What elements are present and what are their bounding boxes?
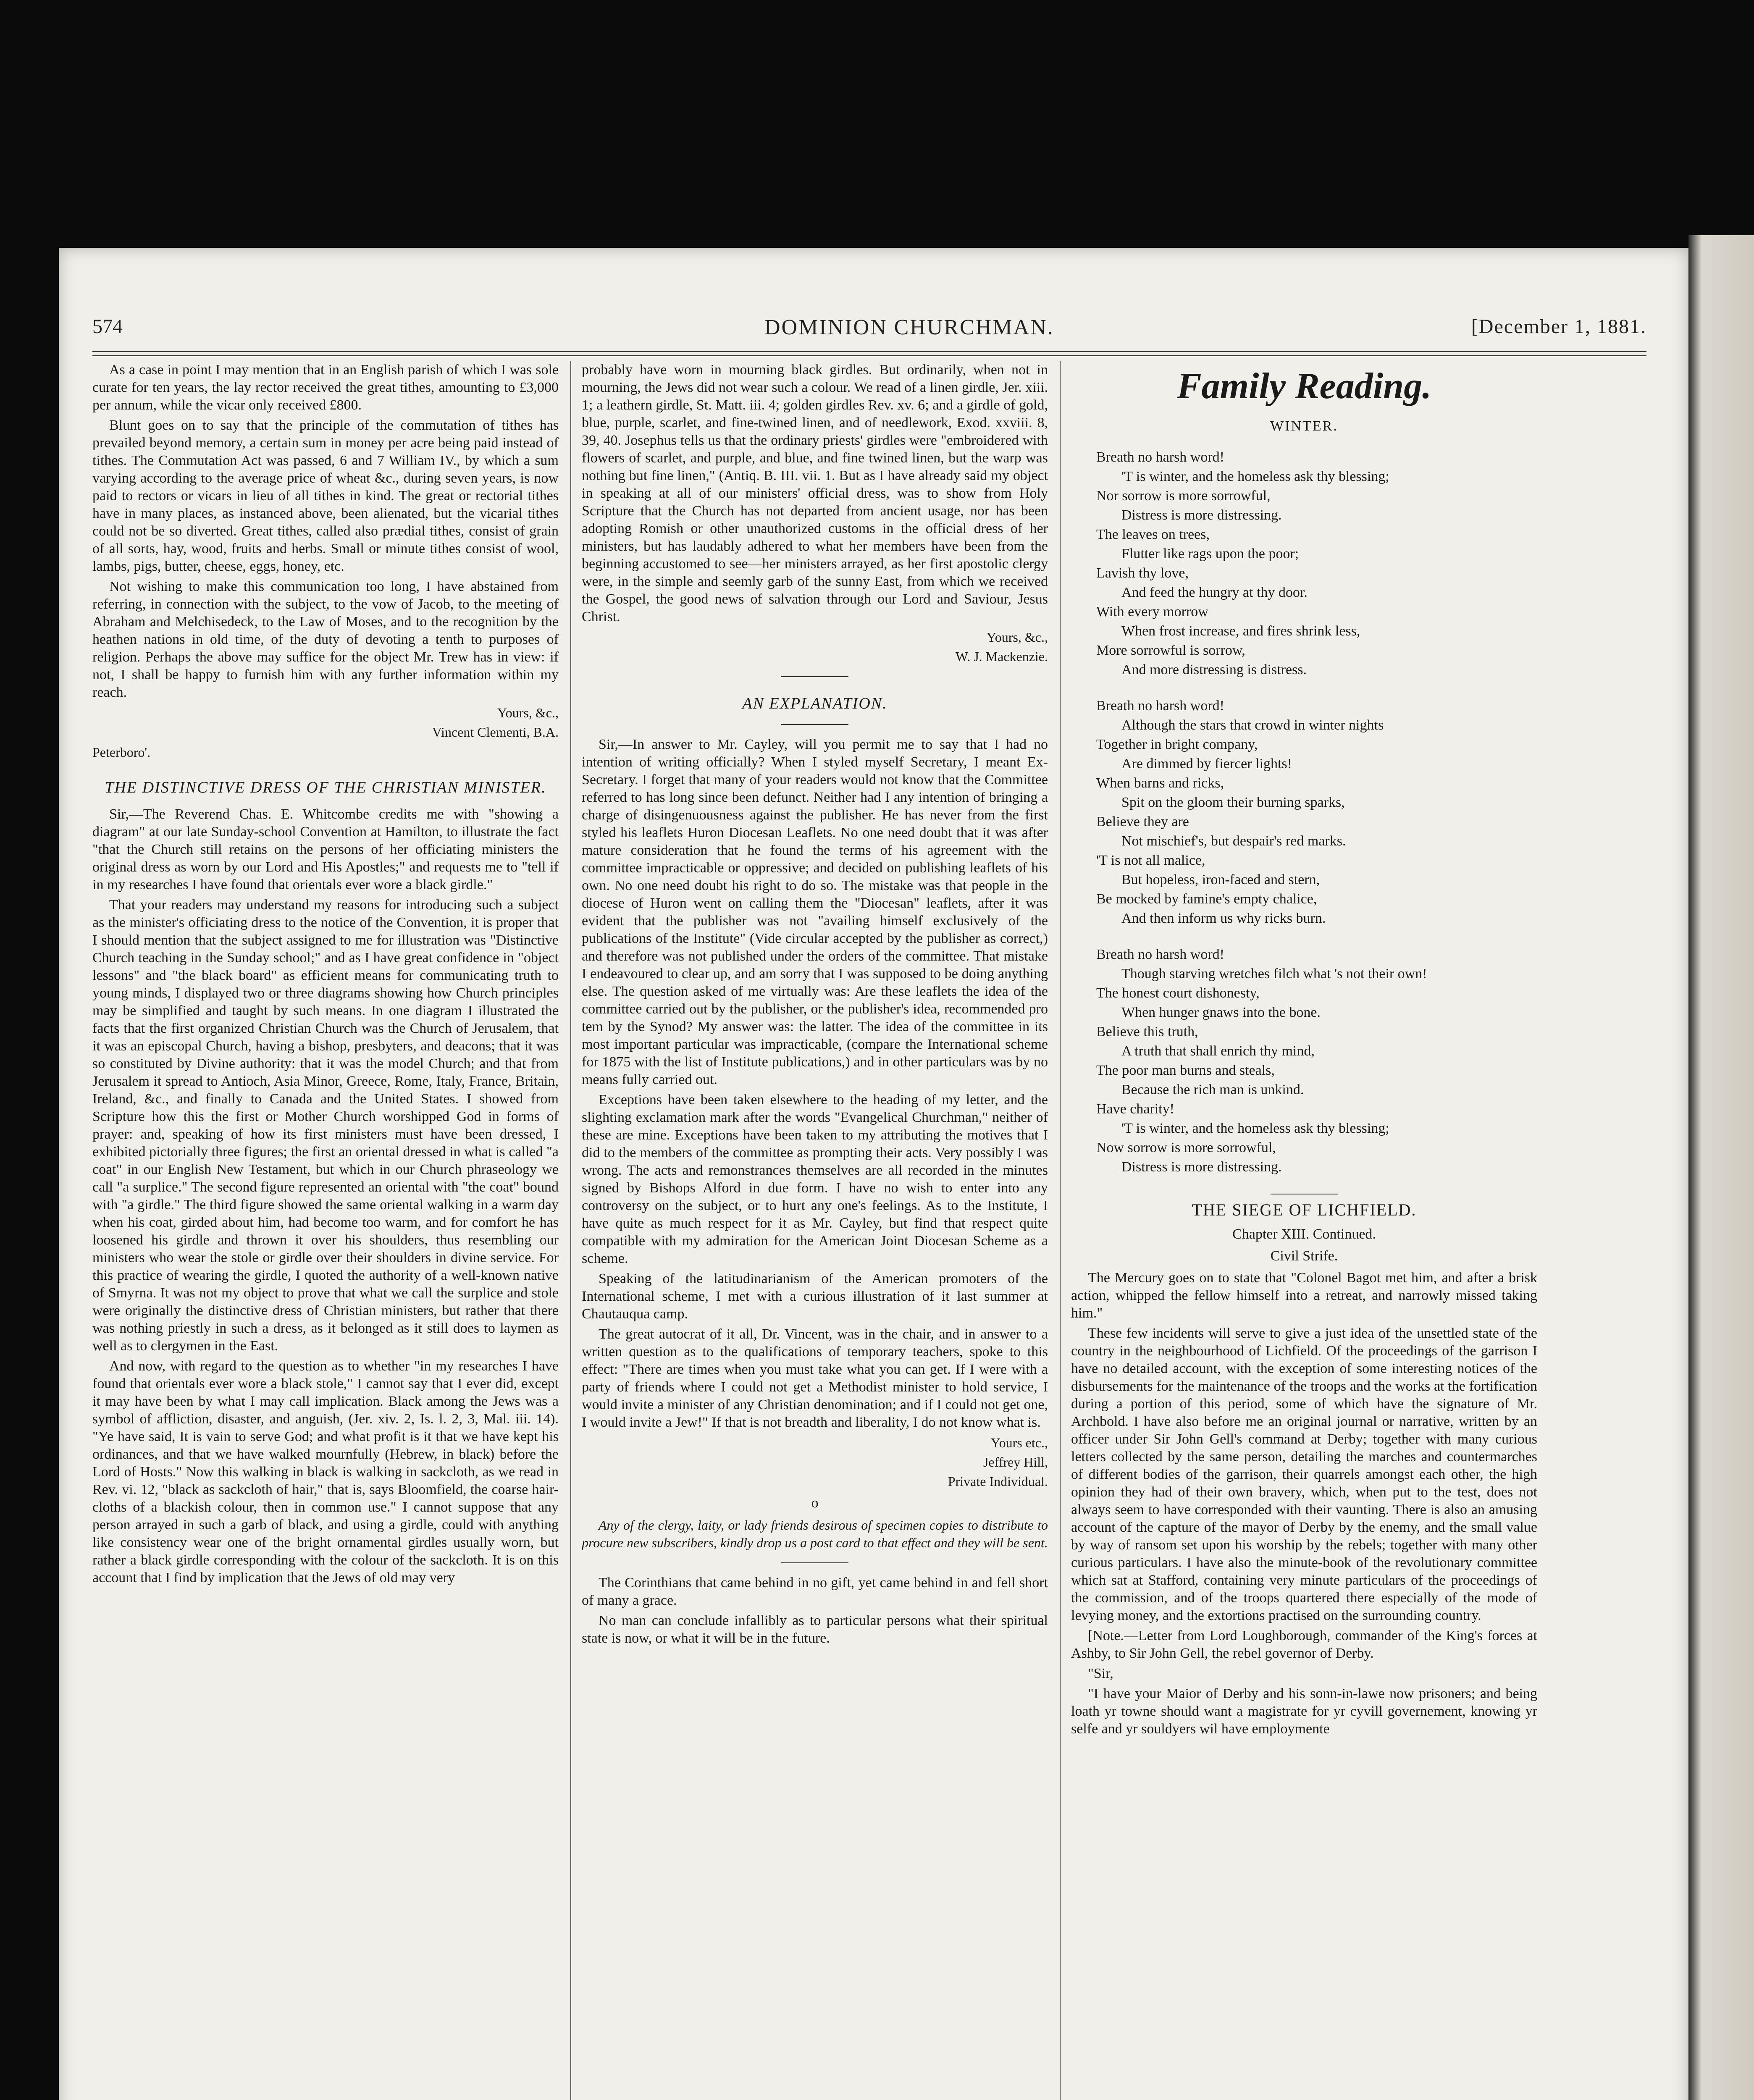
poem-line: Distress is more distressing. [1121, 1159, 1282, 1175]
letter-signature: Vincent Clementi, B.A. [432, 724, 559, 740]
poem-line: When hunger gnaws into the bone. [1121, 1005, 1321, 1020]
letter-closing: Yours etc., [990, 1435, 1048, 1450]
poem-line: The poor man burns and steals, [1096, 1063, 1275, 1078]
paragraph: [Note.—Letter from Lord Loughborough, commander of the King's forces at Ashby, to Sir John Gell, the rebel governor of Derby. [1071, 1628, 1537, 1661]
letter-signature: Private Individual. [948, 1474, 1048, 1489]
page-header [92, 311, 1646, 349]
letter-closing: Yours, &c., [497, 705, 559, 720]
poem-line: 'T is winter, and the homeless ask thy blessing; [1121, 1121, 1389, 1136]
poem-line: But hopeless, iron-faced and stern, [1121, 872, 1320, 887]
paragraph: The great autocrat of it all, Dr. Vincent, was in the chair, and in answer to a written question as to the qualifications of temporary teachers, spoke to this effect: "There are times when you must take what you can get. If I were with a party of friends where I could not get a Methodist minister to hold service, I would invite a minister of any Christian denomination; and if I could not get one, I would invite a Jew!" If that is not breadth and liberality, I do not know what is. [582, 1326, 1048, 1430]
poem-line: 'T is winter, and the homeless ask thy blessing; [1121, 469, 1389, 484]
poem-line: With every morrow [1096, 604, 1208, 620]
poem-line: When barns and ricks, [1096, 775, 1224, 791]
newspaper-page [59, 248, 1688, 2100]
paragraph: probably have worn in mourning black girdles. But ordinarily, when not in mourning, the Jews did not wear such a colour. We read of a linen girdle, Jer. xiii. 1; a leathern girdle, St. Matt. iii. 4; golden girdles Rev. xv. 6; and a girdle of gold, blue, purple, scarlet, and fine-twined linen, and of needlework, Exod. xxviii. 8, 39, 40. Josephus tells us that the ordinary priests' girdles were "embroidered with flowers of scarlet, and purple, and blue, and fine twined linen, but the warp was nothing but fine linen," (Antiq. B. III. vii. 1. But as I have already said my object in speaking at all of our ministers' official dress, was to show from Holy Scripture that the Church has not departed from ancient usage, nor has been adopting Romish or other unauthorized customs in the official dress of her ministers, but has laudably adhered to what her members have been from the beginning accustomed to see—her ministers arrayed, as her first apostolic clergy were, in the simple and seemly garb of the sunny East, from which we received the Gospel, the good news of salvation through our Lord and Saviour, Jesus Christ. [582, 362, 1048, 625]
article-title: THE DISTINCTIVE DRESS OF THE CHRISTIAN MINISTER. [105, 779, 546, 796]
poem-line: Lavish thy love, [1096, 565, 1189, 581]
poem-line: Believe this truth, [1096, 1024, 1198, 1040]
issue-date: [December 1, 1881. [1471, 315, 1646, 338]
column-divider [570, 361, 571, 2100]
poem-line: Flutter like rags upon the poor; [1121, 546, 1299, 562]
poem-line: Breath no harsh word! [1096, 449, 1224, 465]
poem-line: The honest court dishonesty, [1096, 985, 1260, 1001]
poem-stanza [1071, 448, 1537, 680]
article-title: AN EXPLANATION. [742, 695, 888, 712]
header-rule [92, 351, 1646, 356]
letter-closing: Yours, &c., [986, 630, 1048, 645]
column-1 [92, 361, 559, 2100]
poem-line: A truth that shall enrich thy mind, [1121, 1043, 1315, 1059]
paragraph: Blunt goes on to say that the principle of the commutation of tithes has prevailed beyond memory, a certain sum in money per acre being paid instead of tithes. The Commutation Act was passed, 6 and 7 William IV., by which a sum varying according to the average price of wheat &c., during seven years, is now paid to rectors or vicars in lieu of all tithes in kind. The great or rectorial tithes have in many places, as instanced above, been alienated, but the vicarial tithes could not be so diverted. Great tithes, called also prædial tithes, consist of grain of all sorts, hay, wood, fruits and herbs. Small or minute tithes consist of wool, lambs, pigs, butter, cheese, eggs, honey, etc. [92, 417, 559, 574]
poem-line: Distress is more distressing. [1121, 507, 1282, 523]
paragraph: And now, with regard to the question as to whether "in my researches I have found that orientals ever wore a black stole," I cannot say that I ever did, except it may have been by what I may call implication. Black among the Jews was a symbol of affliction, disaster, and anguish, (Jer. xiv. 2, Is. l. 2, 3, Mal. iii. 14). "Ye have said, It is vain to serve God; and what profit is it that we have kept his ordinances, and that we have walked mournfully (Hebrew, in black) before the Lord of Hosts." Now this walking in black is walking in sackcloth, as we read in Rev. vi. 12, "black as sackcloth of hair," that is, says Bloomfield, the coarse hair-cloths of a blackish colour, then in common use." I cannot suppose that any person arrayed in such a garb of black, and using a girdle, could with anything like consistency wear one of the bright ornamental girdles usually worn, but rather a black girdle corresponding with the colour of the sackcloth. It is on this account that I find by implication that the Jews of old may very [92, 1358, 559, 1586]
poem-line: Because the rich man is unkind. [1121, 1082, 1304, 1097]
divider-rule [781, 1562, 848, 1563]
poem-line: Though starving wretches filch what 's not their own! [1121, 966, 1427, 982]
column-2 [582, 361, 1048, 2100]
paragraph: The Mercury goes on to state that "Colonel Bagot met him, and after a brisk action, whipped the fellow himself into a retreat, and narrowly missed taking him." [1071, 1270, 1537, 1321]
paragraph: The Corinthians that came behind in no gift, yet came behind in and fell short of many a grace. [582, 1575, 1048, 1608]
paragraph: That your readers may understand my reasons for introducing such a subject as the minister's officiating dress to the notice of the Convention, it is proper that I should mention that the subject assigned to me for illustration was "Distinctive Church teaching in the Sunday school;" and as I have great confidence in "object lessons" and "the black board" as efficient means for communicating truth to young minds, I displayed two or three diagrams showing how Church principles may be simplified and taught by such means. In one diagram I illustrated the facts that the first organized Christian Church was the Church of Jerusalem, that it was an episcopal Church, having a bishop, presbyters, and deacons; that it was so constituted by Divine authority: that it was the model Church; and that from Jerusalem it spread to Antioch, Asia Minor, Greece, Rome, Italy, France, Britain, Ireland, &c., and finally to Canada and the United States. I showed from Scripture how this the first or Mother Church worshipped God in forms of prayer: and, speaking of how its first ministers must have been dressed, I exhibited pictorially three figures; the first an oriental dressed in what is called "a coat" in our English New Testament, but which in our Church phraseology we call "a surplice." The second figure represented an oriental with "the coat" bound with "a girdle." The third figure showed the same oriental walking in a warm day when his coat, girded about him, had become too warm, and for comfort he has loosened his girdle and thrown it over his shoulders, thus resembling our ministers who wear the stole or girdle over their shoulders in divine service. For this practice of wearing the girdle, I quoted the authority of a well-known native of Smyrna. It was not my object to prove that what we call the surplice and stole were originally the distinctive dress of Christian ministers, but rather that there was nothing priestly in such a dress, as it belonged as it still does to laymen as well as to clergymen in the East. [92, 897, 559, 1354]
column-divider [1060, 361, 1061, 2100]
paragraph: No man can conclude infallibly as to particular persons what their spiritual state is now, or what it will be in the future. [582, 1613, 1048, 1646]
paragraph: Sir,—The Reverend Chas. E. Whitcombe credits me with "showing a diagram" at our late Sunday-school Convention at Hamilton, to illustrate the fact "that the Church still retains on the persons of her officiating ministers the original dress as worn by our Lord and His Apostles;" and requests me to "tell if in my researches I have found that orientals ever wore a black girdle." [92, 806, 559, 892]
paragraph: Speaking of the latitudinarianism of the American promoters of the International scheme, I met with a curious illustration of it last summer at Chautauqua camp. [582, 1271, 1048, 1322]
poem-line: Have charity! [1096, 1101, 1174, 1117]
poem-line: More sorrowful is sorrow, [1096, 643, 1245, 658]
poem-line: Not mischief's, but despair's red marks. [1121, 833, 1346, 849]
poem-line: Breath no harsh word! [1096, 698, 1224, 714]
poem [1071, 448, 1537, 1177]
poem-line: And feed the hungry at thy door. [1121, 585, 1308, 600]
chapter-subheading: Civil Strife. [1270, 1248, 1338, 1264]
poem-line: Together in bright company, [1096, 737, 1258, 752]
poem-stanza [1071, 696, 1537, 928]
section-heading: Family Reading. [1176, 366, 1432, 407]
poem-line: Are dimmed by fiercer lights! [1121, 756, 1292, 772]
paragraph: These few incidents will serve to give a just idea of the unsettled state of the country in the neighbourhood of Lichfield. Of the proceedings of the garrison I have no detailed account, with the exception of some interesting notices of the disbursements for the maintenance of the troops and the works at the fortification during a portion of this period, some of which have the signature of Mr. Archbold. I have also before me an original journal or narrative, written by an officer under Sir John Gell's command at Derby; together with many curious letters collected by the same person, detailing the marches and countermarches of different bodies of the garrison, their quarrels amongst each other, the high opinion they had of their own bravery, which, when put to the test, does not always seem to have corresponded with their vaunting. There is also an amusing account of the capture of the mayor of Derby by the enemy, and the small value by way of ransom set upon his worship by the rebels; together with many other curious particulars. I have also the minute-book of the revolutionary committee which sat at Stafford, containing very minute particulars of the proceedings of the commission, and of the troops quartered there especially of the mode of levying money, and the extortions practised on the surrounding country. [1071, 1326, 1537, 1623]
letter-signature: W. J. Mackenzie. [955, 649, 1048, 664]
divider-ornament: o [811, 1495, 819, 1511]
paragraph: Sir,—In answer to Mr. Cayley, will you permit me to say that I had no intention of writing officially? When I styled myself Secretary, I meant Ex-Secretary. I forget that many of your readers would not know that the Committee referred to has long since been defunct. Neither had I any intention of bringing a charge of disingenuousness against the publisher. He has never from the first styled his leaflets Huron Diocesan Leaflets. No one need doubt that it was after mature consideration that he found the terms of his agreement with the committee impracticable or oppressive; and decided on publishing leaflets of his own. No one need doubt his right to do so. The mistake was that people in the diocese of Huron went on calling them the "Diocesan" leaflets, after it was evident that the publisher was not "availing himself exclusively of the publications of the Institute" (Vide circular accepted by the publisher as correct,) and therefore was not published under the orders of the committee. That mistake I endeavoured to clear up, and am sorry that I was supposed to be doing anything else. The question asked of me virtually was: Are these leaflets the idea of the committee carried out by the publisher, or the publisher's idea, recommended pro tem by the Synod? My answer was: the latter. The idea of the committee in its most important particular was impracticable, (compare the International scheme for 1875 with the list of Institute publications,) and in other particulars was by no means fully carried out. [582, 737, 1048, 1087]
poem-stanza [1071, 945, 1537, 1177]
poem-title: WINTER. [1270, 418, 1338, 434]
divider-rule [781, 724, 848, 725]
page-edge [1688, 235, 1754, 2100]
paragraph: "I have your Maior of Derby and his sonn-in-lawe now prisoners; and being loath yr towne should want a magistrate for yr cyvill governement, knowing yr selfe and yr souldyers wil have employmente [1071, 1686, 1537, 1737]
poem-line: Breath no harsh word! [1096, 947, 1224, 962]
column-3 [1071, 361, 1537, 2100]
paragraph: As a case in point I may mention that in an English parish of which I was sole curate for ten years, the lay rector received the great tithes, amounting to £3,000 per annum, while the vicar only received £800. [92, 362, 559, 413]
divider-rule [781, 676, 848, 677]
page-number: 574 [92, 315, 123, 338]
publication-title: DOMINION CHURCHMAN. [764, 315, 1054, 339]
chapter-heading: Chapter XIII. Continued. [1232, 1226, 1376, 1242]
paragraph: Not wishing to make this communication too long, I have abstained from referring, in connection with the subject, to the vow of Jacob, to the meeting of Abraham and Melchisedeck, to the Law of Moses, and to the recognition by the heathen nations in old time, of the duty of devoting a tenth to purposes of religion. Perhaps the above may suffice for the object Mr. Trew has in view: if not, I shall be happy to furnish him with any further information within my reach. [92, 579, 559, 700]
poem-line: 'T is not all malice, [1096, 853, 1205, 868]
paragraph: "Sir, [1088, 1666, 1113, 1681]
subscription-notice: Any of the clergy, laity, or lady friends desirous of specimen copies to distribute to procure new subscribers, kindly drop us a post card to that effect and they will be sent. [582, 1517, 1048, 1550]
poem-line: Believe they are [1096, 814, 1189, 830]
article-title: THE SIEGE OF LICHFIELD. [1192, 1200, 1417, 1219]
poem-line: Be mocked by famine's empty chalice, [1096, 891, 1317, 907]
poem-line: Although the stars that crowd in winter nights [1121, 717, 1384, 733]
poem-line: Now sorrow is more sorrowful, [1096, 1140, 1276, 1155]
poem-line: And then inform us why ricks burn. [1121, 911, 1326, 926]
letter-signature: Jeffrey Hill, [983, 1454, 1048, 1470]
poem-line: When frost increase, and fires shrink less, [1121, 623, 1360, 639]
poem-line: Nor sorrow is more sorrowful, [1096, 488, 1271, 504]
poem-line: And more distressing is distress. [1121, 662, 1307, 677]
poem-line: The leaves on trees, [1096, 527, 1210, 542]
poem-line: Spit on the gloom their burning sparks, [1121, 795, 1345, 810]
letter-place: Peterboro'. [92, 745, 151, 760]
paragraph: Exceptions have been taken elsewhere to the heading of my letter, and the slighting exclamation mark after the words "Evangelical Churchman," neither of these are mine. Exceptions have been taken to my attributing the motives that I did to the members of the committee as prompting their acts. Very possibly I was wrong. The acts and remonstrances themselves are all recorded in the minutes signed by Bishops Alford in due form. I have no wish to enter into any controversy on the subject, or to hurt any one's feelings. As to the Institute, I have quite as much respect for it as Mr. Cayley, but find that respect quite compatible with my admiration for the American Joint Diocesan Scheme as a scheme. [582, 1092, 1048, 1266]
